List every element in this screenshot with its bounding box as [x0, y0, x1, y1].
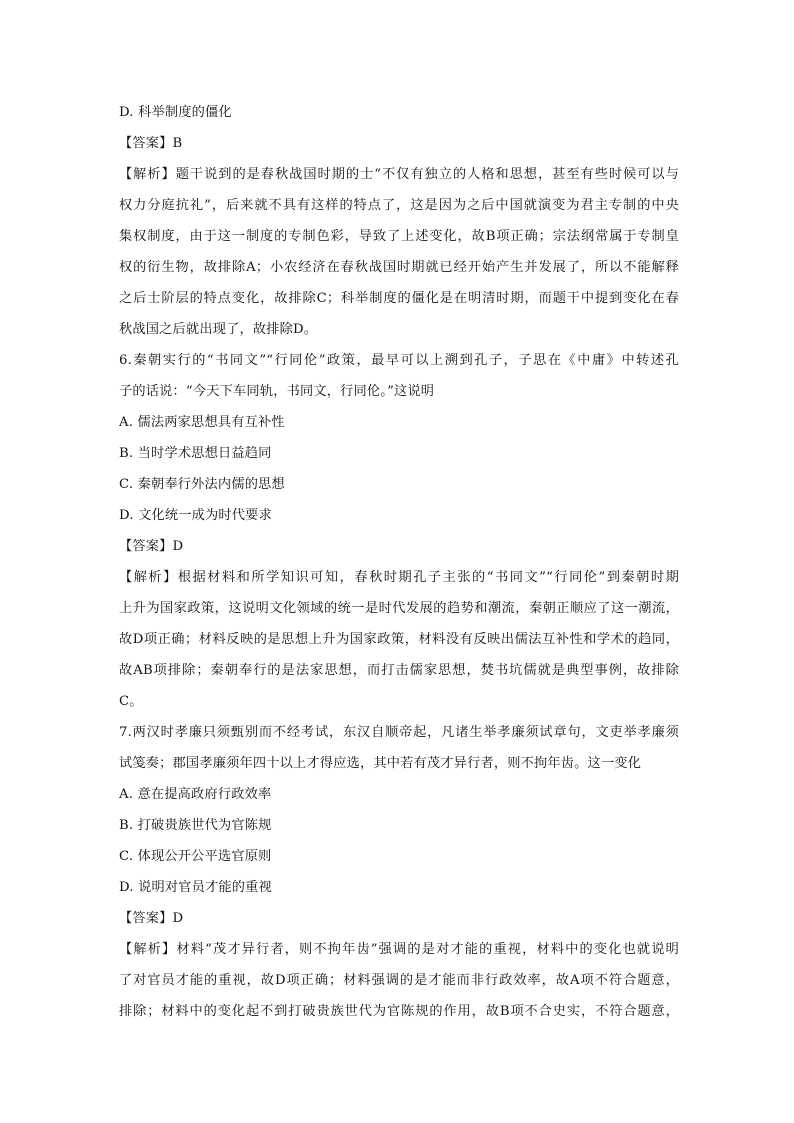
- option-d-q5: D. 科举制度的僵化: [119, 105, 232, 120]
- analysis-q6-line-4: 故AB项排除；秦朝奉行的是法家思想，而打击儒家思想，焚书坑儒就是典型事例，故排除: [119, 663, 679, 678]
- option-a-q6: A. 儒法两家思想具有互补性: [119, 415, 285, 430]
- analysis-q5-line-3: 集权制度，由于这一制度的专制色彩，导致了上述变化，故B项正确；宗法纲常属于专制皇: [119, 229, 679, 244]
- analysis-q7-line-1: 【解析】材料“茂才异行者，则不拘年齿”强调的是对才能的重视，材料中的变化也就说明: [119, 942, 679, 957]
- analysis-q7-line-3: 排除；材料中的变化起不到打破贵族世代为官陈规的作用，故B项不合史实，不符合题意，: [119, 1004, 679, 1019]
- analysis-q6-line-5: C。: [119, 694, 143, 709]
- analysis-q6-line-3: 故D项正确；材料反映的是思想上升为国家政策，材料没有反映出儒法互补性和学术的趋同，: [119, 632, 679, 647]
- question-7-line-1: 7.两汉时孝廉只须甄别而不经考试，东汉自顺帝起，凡诸生举孝廉须试章句，文吏举孝廉须: [119, 725, 679, 740]
- option-b-q7: B. 打破贵族世代为官陈规: [119, 818, 272, 833]
- analysis-q5-line-1: 【解析】题干说到的是春秋战国时期的士“不仅有独立的人格和思想，甚至有些时候可以与: [119, 167, 679, 182]
- option-c-q7: C. 体现公开公平选官原则: [119, 849, 272, 864]
- analysis-q5-line-4: 权的衍生物，故排除A；小农经济在春秋战国时期就已经开始产生并发展了，所以不能解释: [119, 260, 679, 275]
- question-6-line-1: 6.秦朝实行的“书同文”“行同伦”政策，最早可以上溯到孔子，子思在《中庸》中转述孔: [119, 353, 679, 368]
- answer-q5: 【答案】B: [119, 136, 183, 151]
- option-d-q7: D. 说明对官员才能的重视: [119, 880, 272, 895]
- analysis-q6-line-2: 上升为国家政策，这说明文化领域的统一是时代发展的趋势和潮流，秦朝正顺应了这一潮流，: [119, 601, 679, 616]
- option-b-q6: B. 当时学术思想日益趋同: [119, 446, 272, 461]
- analysis-q7-line-2: 了对官员才能的重视，故D项正确；材料强调的是才能而非行政效率，故A项不符合题意，: [119, 973, 679, 988]
- option-d-q6: D. 文化统一成为时代要求: [119, 508, 272, 523]
- analysis-q5-line-2: 权力分庭抗礼”，后来就不具有这样的特点了，这是因为之后中国就演变为君主专制的中央: [119, 198, 679, 213]
- analysis-q6-line-1: 【解析】根据材料和所学知识可知，春秋时期孔子主张的“书同文”“行同伦”到秦朝时期: [119, 570, 679, 585]
- option-c-q6: C. 秦朝奉行外法内儒的思想: [119, 477, 285, 492]
- answer-q7: 【答案】D: [119, 911, 184, 926]
- analysis-q5-line-6: 秋战国之后就出现了，故排除D。: [119, 322, 318, 337]
- question-6-line-2: 子的话说：“今天下车同轨，书同文，行同伦。”这说明: [119, 384, 435, 399]
- question-7-line-2: 试笺奏；郡国孝廉须年四十以上才得应选，其中若有茂才异行者，则不拘年齿。这一变化: [119, 756, 642, 771]
- answer-q6: 【答案】D: [119, 539, 184, 554]
- analysis-q5-line-5: 之后士阶层的特点变化，故排除C；科举制度的僵化是在明清时期，而题干中提到变化在春: [119, 291, 679, 306]
- option-a-q7: A. 意在提高政府行政效率: [119, 787, 272, 802]
